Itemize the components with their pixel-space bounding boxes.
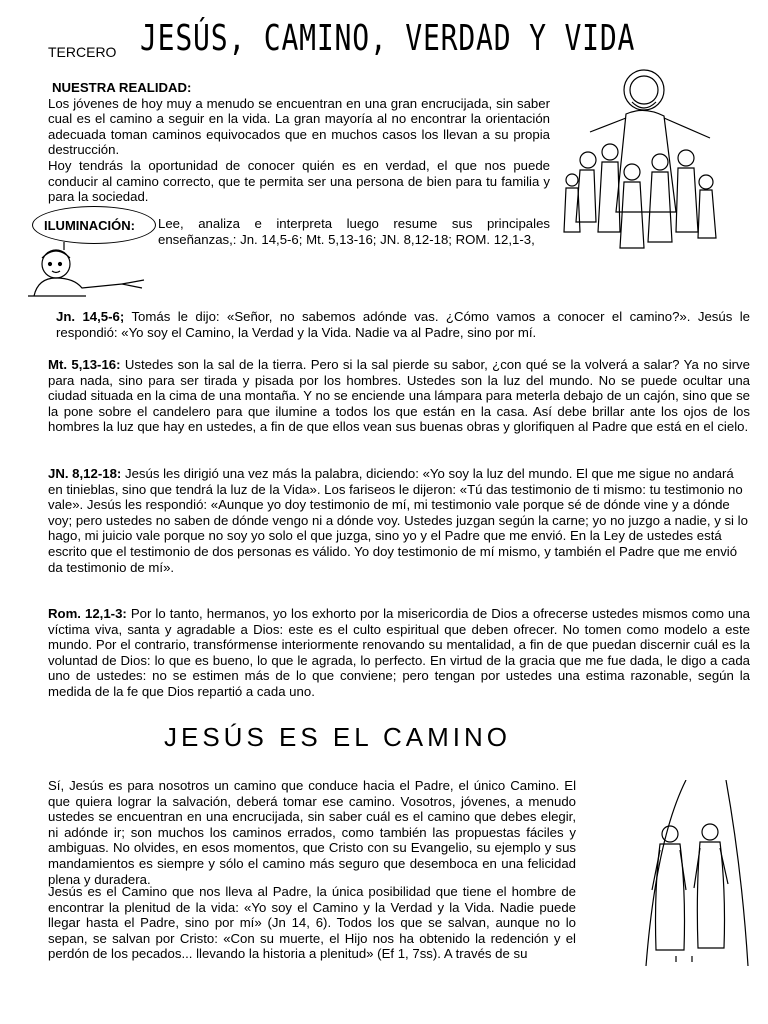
reading-ref: JN. 8,12-18: [48,466,122,481]
reality-paragraph-1: Los jóvenes de hoy muy a menudo se encuentran en una gran encrucijada, sin saber cual es el camino a seguir en la vida. La gran mayoría al no encontrar la orientación adecuada toman caminos equivocados que en muchos casos los llevan a su propia destrucción. [48,95,550,158]
section-paragraph-2: Jesús es el Camino que nos lleva al Padre, la única posibilidad que tiene el hombre de encontrar la plenitud de la vida: «Yo soy el Camino y la Verdad y la Vida. Nadie puede llegar hasta el Padre, sino por mí» (Jn 14, 6). Todos los que se salvan, aunque no lo sepan, se salvan por Cristo: «Con su muerte, el Hijo nos ha obtenido la redención y el perdón de los pecados... llevando la historia a plenitud» (Ef 1, 7ss). A través de su [48,884,576,962]
section-title: JESÚS ES EL CAMINO [164,722,511,752]
illumination-text: Lee, analiza e interpreta luego resume sus principales enseñanzas,: Jn. 14,5-6; Mt. 5,13-16; JN. 8,12-18; ROM. 12,1-3, [158,216,550,247]
boy-pointing-illustration [26,240,150,298]
reading-jn14 [56,309,750,340]
reading-ref: Mt. 5,13-16: [48,357,121,372]
reading-jn8 [48,466,750,575]
jesus-children-illustration [560,62,720,258]
reality-paragraph-2: Hoy tendrás la oportunidad de conocer quién es en verdad, el que nos puede conducir al camino correcto, que te permita ser una persona de bien para tu familia y para la sociedad. [48,157,550,205]
reading-text: Tomás le dijo: «Señor, no sabemos adónde vas. ¿Cómo vamos a conocer el camino?». Jesús le respondió: «Yo soy el Camino, la Verdad y la Vida. Nadie va al Padre, sino por mí. [56,309,750,340]
reading-text: Ustedes son la sal de la tierra. Pero si la sal pierde su sabor, ¿con qué se la volverá a salar? Ya no sirve para nada, sino para ser tirada y pisada por los hombres. Ustedes son la luz del mundo. No se puede ocultar una ciudad situada en la cima de una montaña. Y no se enciende una lámpara para meterla debajo de un cajón, sino que se la pone sobre el candelero para que ilumine a todos los que están en la casa. Así debe brillar ante los ojos de los hombres la luz que hay en ustedes, a fin de que ellos vean sus buenas obras y glorifiquen al Padre que está en el cielo. [48,357,750,435]
reading-rom12 [48,606,750,700]
section-paragraph-1: Sí, Jesús es para nosotros un camino que conduce hacia el Padre, el único Camino. El que quiera lograr la salvación, deberá tomar ese camino. Vosotros, jóvenes, a menudo ustedes se encuentran en una encrucijada, sin saber cuál es el camino que debes elegir, ni adónde ir; son muchos los caminos errados, como también las propuestas fáciles y ambiguas. No olvides, en esos momentos, que Cristo con su Evangelio, su ejemplo y sus mandamientos es siempre y sólo el camino más seguro que desemboca en una felicidad plena y duradera. [48,778,576,887]
reality-heading: NUESTRA REALIDAD: [52,80,192,95]
reading-ref: Jn. 14,5-6; [56,309,125,324]
page-title: JESÚS, CAMINO, VERDAD Y VIDA [140,18,636,59]
grade-label: TERCERO [48,44,117,60]
reading-text: Por lo tanto, hermanos, yo los exhorto por la misericordia de Dios a ofrecerse ustedes mismos como una víctima viva, santa y agradable a Dios: este es el culto espiritual que deben ofrecer. No tomen como modelo a este mundo. Por el contrario, transfórmense interiormente renovando su mentalidad, a fin de que puedan discernir cuál es la voluntad de Dios: lo que es bueno, lo que le agrada, lo perfecto. En virtud de la gracia que me fue dada, le digo a cada uno de ustedes: no se estimen más de lo que conviene; pero tengan por ustedes una estima razonable, según la medida de la fe que Dios repartió a cada uno. [48,606,750,699]
reality-section [48,80,550,205]
two-figures-on-path-illustration [616,780,752,966]
illumination-label: ILUMINACIÓN: [44,218,135,233]
reading-text: Jesús les dirigió una vez más la palabra, diciendo: «Yo soy la luz del mundo. El que me sigue no andará en tinieblas, sino que tendrá la luz de la Vida». Los fariseos le dijeron: «Tú das testimonio de ti mismo: tu testimonio no vale». Jesús les respondió: «Aunque yo doy testimonio de mí, mi testimonio vale porque sé de dónde vine y a dónde voy; pero ustedes no saben de dónde vengo ni a dónde voy. Ustedes juzgan según la carne; yo no juzgo a nadie, y si lo hago, mi juicio vale porque no soy yo solo el que juzga, sino yo y el Padre que me envió. En la Ley de ustedes está escrito que el testimonio de dos personas es válido. Yo doy testimonio de mí mismo, y también el Padre que me envió da testimonio de mí». [48,466,748,575]
reading-mt5 [48,357,750,435]
reading-ref: Rom. 12,1-3: [48,606,127,621]
